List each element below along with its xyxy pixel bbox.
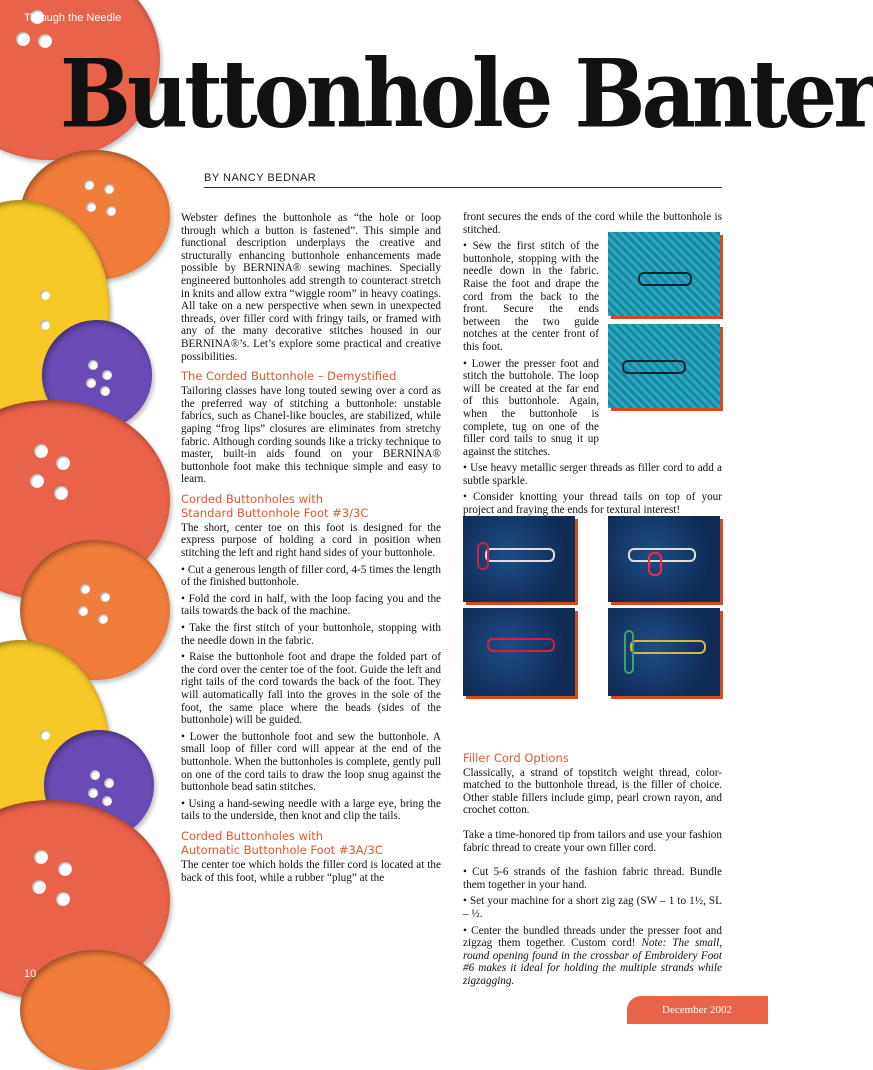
paragraph: Classically, a strand of topstitch weight thread, color-matched to the buttonhole thread, is the filler of choice. Other stable fillers include gimp, pearl crown rayon, and crochet cotton. — [463, 766, 722, 817]
column-left — [181, 212, 441, 888]
divider — [204, 187, 722, 188]
page-title: Buttonhole Banter — [60, 38, 873, 149]
paragraph: The short, center toe on this foot is designed for the express purpose of holding a cord in position when stitching the left and right hand sides of your buttonhole. — [181, 521, 441, 560]
paragraph: Tailoring classes have long touted sewing over a cord as the preferred way of stitching a buttonhole: unstable fabrics, such as Chanel-like boucles, are stabilized, while gaping “frog lips” closures are eliminates from stretchy fabric. Although cording sounds like a tricky technique to master, built-in aids found on your BERNINA® buttonhole foot make this technique simple and easy to learn. — [181, 385, 441, 486]
section-kicker: Through the Needle — [24, 12, 122, 24]
bullet-text: • Center the bundled threads under the presser foot and zigzag them together. Custom cord! — [463, 924, 722, 950]
photo-buttonhole-cord-1 — [608, 232, 720, 316]
bullet-item: • Fold the cord in half, with the loop facing you and the tails towards the back of the machine. — [181, 592, 441, 618]
bullet-item: • Take the first stitch of your buttonhole, stopping with the needle down in the fabric. — [181, 622, 441, 647]
bullet-item: • Raise the buttonhole foot and drape the folded part of the cord over the center toe of the foot. Guide the left and right tails of the cord towards the back of the foot. They will automatically fall into the groves in the sole of the foot, the same place where the beads (sides of the buttonhole) will be guided. — [181, 651, 441, 727]
paragraph: Take a time-honored tip from tailors and use your fashion fabric thread to create your own filler cord. — [463, 829, 722, 854]
bullet-item — [463, 925, 722, 988]
note-text: Note: The small, round opening found in the crossbar of Embroidery Foot #6 makes it ideal for holding the multiple strands while zigzagging. — [463, 937, 722, 987]
heading-line: Standard Buttonhole Foot #3/3C — [181, 505, 369, 520]
bullet-item: • Cut a generous length of filler cord, 4-5 times the length of the finished buttonhole. — [181, 563, 441, 589]
byline: BY NANCY BEDNAR — [204, 172, 317, 184]
bullet-item: • Use heavy metallic serger threads as filler cord to add a subtle sparkle. — [463, 462, 722, 487]
heading-automatic-foot — [181, 829, 441, 857]
photo-metallic-cord-4 — [608, 608, 720, 696]
page-number: 10 — [24, 968, 37, 980]
bullet-item: • Lower the buttonhole foot and sew the buttonhole. A small loop of filler cord will appear at the end of the buttonhole. When the buttonholes is complete, gently pull on one of the cord tails to draw the loop snug against the buttonhole bead satin stitches. — [181, 730, 441, 794]
photo-buttonhole-cord-2 — [608, 324, 720, 408]
bullet-item: • Sew the first stitch of the buttonhole, stopping with the needle down in the fabric. Raise the foot and drape the cord from the back to the front. Secure the ends between the two guide notches at the center front of this foot. — [463, 240, 599, 353]
bullet-item: • Set your machine for a short zig zag (SW – 1 to 1½, SL – ½. — [463, 895, 722, 920]
photo-metallic-cord-2 — [608, 516, 720, 602]
photo-metallic-cord-3 — [463, 608, 575, 696]
heading-line: Corded Buttonholes with — [181, 828, 324, 843]
orange-button-graphic — [20, 950, 170, 1070]
paragraph: The center toe which holds the filler cord is located at the back of this foot, while a rubber “plug” at the — [181, 858, 441, 884]
heading-corded-buttonhole: The Corded Buttonhole – Demystified — [181, 369, 397, 384]
heading-standard-foot — [181, 492, 441, 520]
heading-line: Corded Buttonholes with — [181, 491, 324, 506]
paragraph: front secures the ends of the cord while the buttonhole is stitched. — [463, 211, 722, 236]
bullet-item: • Cut 5-6 strands of the fashion fabric thread. Bundle them together in your hand. — [463, 866, 722, 891]
bullet-item: • Using a hand-sewing needle with a large eye, bring the tails to the underside, then knot and clip the tails. — [181, 797, 441, 823]
issue-date: December 2002 — [662, 1004, 732, 1016]
intro-paragraph: Webster defines the buttonhole as “the hole or loop through which a button is fastened”. This simple and functional description underplays the creative and structurally enhancing buttonhole enhancements made possible by BERNINA® sewing machines. Specially engineered buttonholes add strength to counteract stretch in knits and allow extra “wiggle room” in heavy coatings. All take on a new perspective when sewn in unexpected threads, over filler cord with fringy tails, or framed with any of the many decorative stitches housed in our BERNINA®’s. Let’s explore some practical and creative possibilities. — [181, 212, 441, 363]
bullet-item: • Consider knotting your thread tails on top of your project and fraying the ends for textural interest! — [463, 491, 722, 517]
heading-filler-cord: Filler Cord Options — [463, 750, 569, 765]
heading-line: Automatic Buttonhole Foot #3A/3C — [181, 842, 383, 857]
photo-metallic-cord-1 — [463, 516, 575, 602]
bullet-item: • Lower the presser foot and stitch the buttohole. The loop will be created at the far end of this buttonhole. Again, when the buttonhole is complete, tug on one of the filler cord tails to snug it up against the stitches. — [463, 357, 599, 458]
